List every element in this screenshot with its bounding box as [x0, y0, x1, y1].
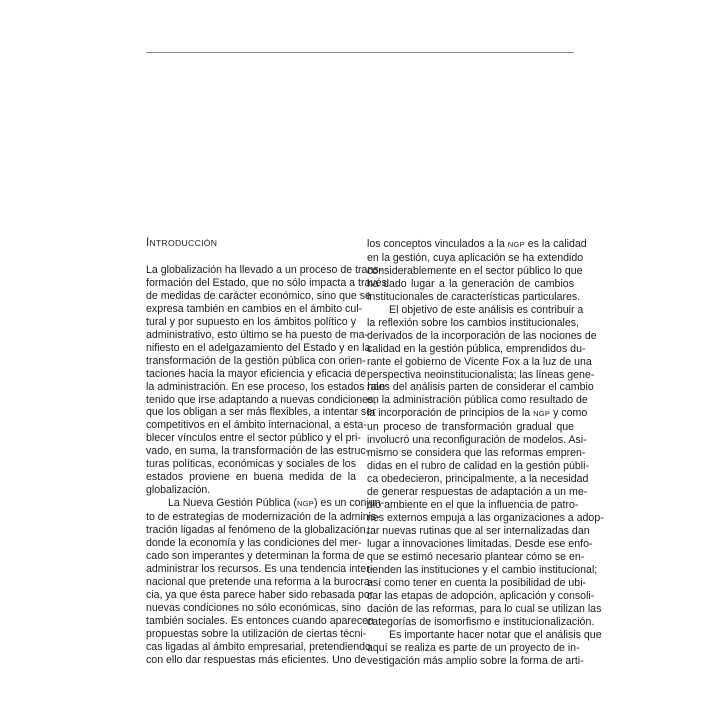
paragraph-3 — [367, 628, 602, 668]
text-line: donde la economía y las condiciones del mer- — [146, 537, 362, 550]
paragraph-2 — [367, 303, 597, 408]
text-line: propuestas sobre la utilización de ciertas técni- — [146, 627, 367, 640]
text-line: transformación de la gestión pública con orien- — [146, 354, 366, 367]
heading-initial: I — [146, 237, 150, 249]
text-line: categorías de isomorfismo e institucionalización. — [367, 615, 595, 628]
text-line: nes externos empuja a las organizaciones a adop- — [367, 512, 604, 525]
section-heading — [146, 237, 217, 249]
text-line: nifiesto en el adelgazamiento del Estado y en la — [146, 341, 371, 354]
text-line: car las etapas de adopción, aplicación y consoli- — [367, 589, 595, 602]
text-line: nuevas condiciones no sólo económicas, sino — [146, 601, 361, 614]
text-line: tar nuevas rutinas que al ser internalizadas dan — [367, 524, 590, 537]
text-line: ha dado lugar a la generación de cambios — [367, 277, 574, 290]
paragraph-1 — [367, 251, 584, 304]
text-line: taciones hacia la mayor eficiencia y eficacia de — [146, 367, 367, 380]
right-column — [367, 238, 604, 667]
text-line: que los obligan a ser más flexibles, a intentar ser — [146, 406, 376, 419]
text-line: Es importante hacer notar que el análisis que — [389, 628, 602, 641]
heading-rest: NTRODUCCIÓN — [149, 238, 218, 248]
header-rule — [146, 52, 574, 53]
paragraph-2-continued — [367, 421, 604, 628]
text-line: vado, en suma, la transformación de las estruc- — [146, 445, 370, 458]
paragraph-1 — [146, 264, 387, 497]
text-line: turas políticas, económicas y sociales de los — [146, 458, 356, 471]
text-line: formación del Estado, que no sólo impacta a través — [146, 276, 387, 289]
text-line: La Nueva Gestión Pública (NGP) es un conjun- — [168, 497, 385, 510]
text-line: derivados de la incorporación de las nociones de — [367, 329, 597, 342]
text-line: un proceso de transformación gradual que — [367, 421, 574, 434]
text-line: nacional que pretende una reforma a la burocra- — [146, 575, 374, 588]
text-line: calidad en la gestión pública, emprendidos du- — [367, 342, 586, 355]
text-line: administrar los recursos. Es una tendencia inter- — [146, 562, 374, 575]
text-line: cia, ya que ésta parece haber sido rebasada por — [146, 588, 374, 601]
text-line: dio ambiente en el que la influencia de patro- — [367, 499, 579, 512]
text-line: administrativo, esto último se ha puesto de ma- — [146, 328, 368, 341]
text-line: expresa también en cambios en el ámbito cul- — [146, 302, 363, 315]
text-line: to de estrategias de modernización de la adminis- — [146, 511, 380, 524]
text-line: cas ligadas al ámbito empresarial, pretendiendo — [146, 640, 371, 653]
text-line: La globalización ha llevado a un proceso de trans- — [146, 264, 383, 276]
text-line: institucionales de características particulares. — [367, 290, 581, 303]
text-line: globalización. — [146, 484, 211, 497]
text-line: ca obedecieron, principalmente, a la necesidad — [367, 473, 589, 486]
text-line: tenido que irse adaptando a nuevas condiciones, — [146, 393, 377, 406]
paragraph-2 — [146, 497, 385, 666]
abbr-ngp: NGP — [533, 409, 551, 419]
text-line: rales del análisis parten de considerar el cambio — [367, 381, 594, 394]
text-line: la reflexión sobre los cambios institucionales, — [367, 316, 579, 329]
text-line: la incorporación de principios de la NGP y como — [367, 407, 588, 420]
text-line: en la gestión, cuya aplicación se ha extendido — [367, 251, 584, 264]
text-line: involucró una reconfiguración de modelos. Asi- — [367, 434, 587, 447]
text-line: los conceptos vinculados a la NGP es la calidad — [367, 238, 587, 250]
text-line: así como tener en cuenta la posibilidad de ubi- — [367, 576, 587, 589]
text-line: mismo se considera que las reformas empren- — [367, 447, 586, 460]
text-line: cado son imperantes y determinan la forma de — [146, 549, 365, 562]
text-line: en la administración pública como resultado de — [367, 394, 588, 407]
text-line: que se estimó necesario plantear cómo se en- — [367, 550, 585, 563]
text-line: El objetivo de este análisis es contribuir a — [389, 303, 584, 316]
text-line: considerablemente en el sector público lo que — [367, 264, 583, 277]
text-line: tural y por supuesto en los ámbitos político y — [146, 315, 356, 328]
text-line: aquí se realiza es parte de un proyecto de in- — [367, 641, 580, 654]
text-line: rante el gobierno de Vicente Fox a la luz de una — [367, 355, 592, 368]
text-line: de generar respuestas de adaptación a un me- — [367, 486, 588, 499]
text-line: también sociales. Es entonces cuando aparecen — [146, 614, 374, 627]
text-line: competitivos en el ámbito internacional, a esta- — [146, 419, 367, 432]
text-line: vestigación más amplio sobre la forma de arti- — [367, 654, 584, 667]
text-line: estados proviene en buena medida de la — [146, 471, 356, 484]
abbr-ngp: NGP — [507, 240, 525, 249]
text-line: blecer vínculos entre el sector público y el pri- — [146, 432, 361, 445]
text-line: tienden las instituciones y el cambio institucional; — [367, 563, 598, 576]
abbr-ngp: NGP — [296, 499, 315, 509]
text-line: didas en el rubro de calidad en la gestión públi- — [367, 460, 590, 473]
text-line: dación de las reformas, para lo cual se utilizan las — [367, 602, 602, 615]
text-line: tración ligadas al fenómeno de la globalización, — [146, 524, 369, 537]
text-line: de medidas de carácter económico, sino que se — [146, 289, 371, 302]
left-column — [146, 264, 387, 667]
text-line: con ello dar respuestas más eficientes. Uno de — [146, 653, 367, 666]
text-line: la administración. En ese proceso, los estados han — [146, 380, 386, 393]
text-line: lugar a innovaciones limitadas. Desde ese enfo- — [367, 537, 593, 550]
text-line: perspectiva neoinstitucionalista; las líneas gene- — [367, 368, 595, 381]
